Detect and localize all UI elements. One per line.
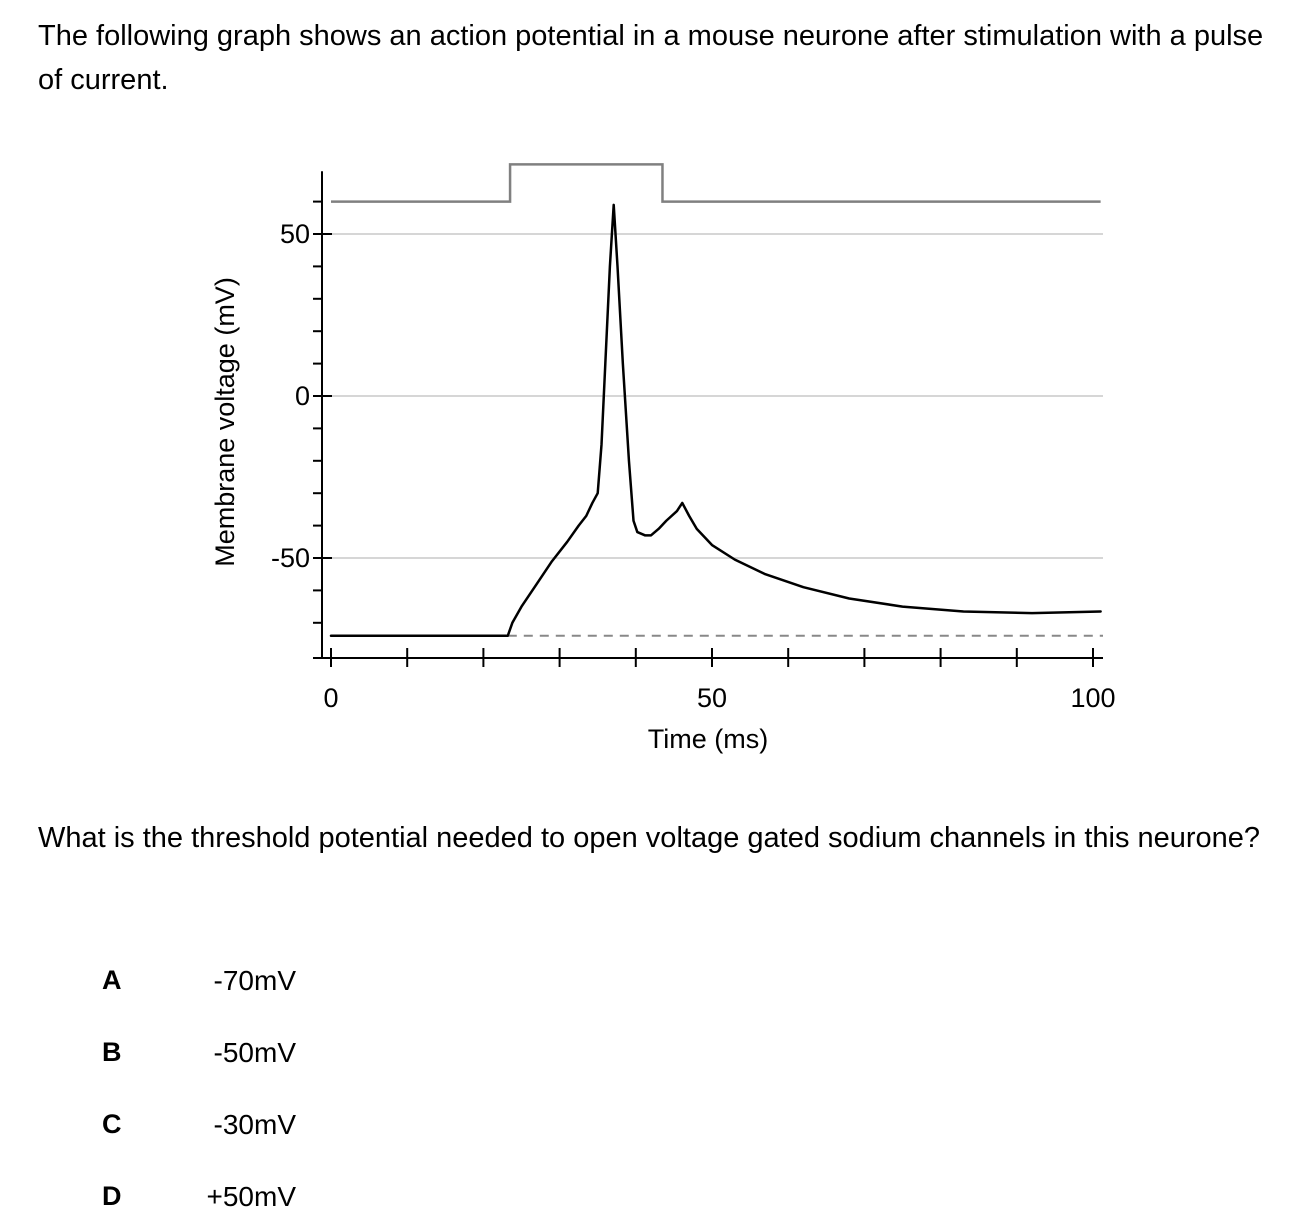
option-letter: D [102,1181,122,1211]
option-d[interactable] [0,1171,600,1227]
option-b[interactable] [0,1027,600,1083]
answer-options [0,955,600,1225]
question-intro: The following graph shows an action potential in a mouse neurone after stimulation with a pulse of current. [38,20,1264,96]
question-prompt: What is the threshold potential needed to open voltage gated sodium channels in this neurone? [38,822,1261,854]
y-tick-label: 50 [279,219,310,249]
option-a[interactable] [0,955,600,1011]
option-c[interactable] [0,1099,600,1155]
option-value: +50mV [206,1181,296,1212]
series-layer [331,164,1103,635]
grid-layer [322,234,1103,558]
option-value: -30mV [213,1109,296,1140]
axis-layer [313,171,1103,667]
option-letter: A [102,965,122,995]
x-axis-title: Time (ms) [647,724,769,754]
option-letter: B [102,1037,122,1067]
stimulus-trace [331,164,1101,201]
x-tick-label: 50 [696,683,728,713]
y-tick-label: 0 [294,381,310,411]
option-value: -70mV [213,965,296,996]
y-tick-label: -50 [270,543,310,573]
x-tick-label: 0 [323,683,339,713]
chart-svg [0,150,1307,770]
x-tick-label: 100 [1070,683,1116,713]
action-potential-chart [0,150,1307,770]
y-axis-title: Membrane voltage (mV) [210,277,240,567]
membrane-voltage-line [331,205,1101,636]
option-letter: C [102,1109,122,1139]
label-layer [210,219,1116,754]
option-value: -50mV [213,1037,296,1068]
